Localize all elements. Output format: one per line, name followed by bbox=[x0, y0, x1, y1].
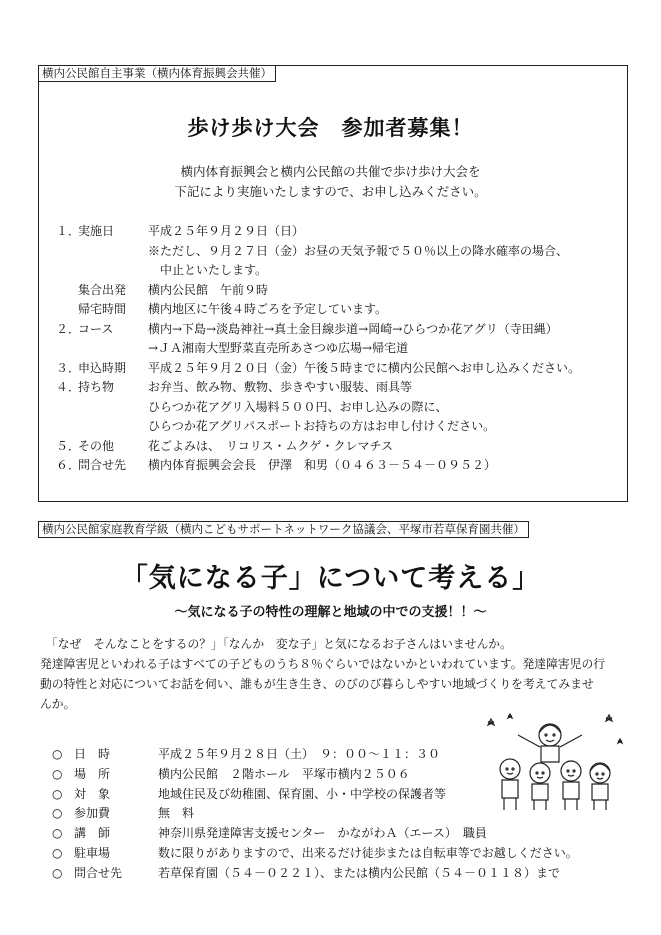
bullet-circle: ○ bbox=[52, 865, 63, 880]
detail-label: 持ち物 bbox=[78, 380, 115, 394]
section-tag-walking: 横内公民館自主事業（横内体育振興会共催） bbox=[38, 65, 276, 82]
education-intro-line: 「なぜ そんなことをするの？」「なんか 変な子」と気になるお子さんはいませんか。 bbox=[40, 637, 512, 651]
detail-value: 地域住民及び幼稚園、保育園、小・中学校の保護者等 bbox=[158, 786, 447, 801]
detail-label: 実施日 bbox=[78, 224, 115, 238]
bullet-circle: ○ bbox=[52, 747, 63, 761]
detail-label: 申込時期 bbox=[78, 360, 127, 375]
detail-value: 平成２５年９月２８日（土） ９：００～１１：３０ bbox=[158, 747, 441, 761]
detail-value: 数に限りがありますので、出来るだけ徒歩または自転車等でお越しください。 bbox=[158, 846, 578, 860]
children-illustration bbox=[478, 713, 628, 813]
detail-value: ※ただし、９月２７日（金）お昼の天気予報で５０％以上の降水確率の場合、 bbox=[148, 243, 569, 258]
detail-value: 横内体育振興会会長 伊澤 和男（０４６３－５４－０９５２） bbox=[148, 458, 497, 472]
detail-value: お弁当、飲み物、敷物、歩きやすい服装、雨具等 bbox=[148, 380, 413, 394]
education-title: 「気になる子」について考える」 bbox=[120, 563, 541, 594]
detail-label: その他 bbox=[78, 438, 115, 453]
detail-label: 講 師 bbox=[74, 826, 111, 841]
detail-value: 横内公民館 午前９時 bbox=[148, 282, 269, 297]
detail-label: 対 象 bbox=[74, 786, 111, 801]
detail-value: →ＪＡ湘南大型野菜直売所あさつゆ広場→帰宅道 bbox=[148, 341, 409, 355]
detail-number: ３． bbox=[56, 360, 81, 375]
detail-value: 無 料 bbox=[158, 806, 195, 821]
bullet-circle: ○ bbox=[52, 806, 63, 821]
education-intro-line: 動の特性と対応についてお話を伺い、誰もが生き生き、のびのび暮らしやすい地域づくりを考えてみませ bbox=[40, 677, 594, 691]
detail-value: 中止といたします。 bbox=[148, 263, 268, 277]
detail-value: 平成２５年９月２０日（金）午後５時までに横内公民館へお申し込みください。 bbox=[148, 360, 581, 375]
bullet-circle: ○ bbox=[52, 786, 63, 801]
detail-value: 若草保育園（５４－０２２１）、または横内公民館（５４－０１１８）まで bbox=[158, 865, 561, 880]
education-subtitle: ～気になる子の特性の理解と地域の中での支援！！～ bbox=[174, 605, 487, 620]
detail-label: 参加費 bbox=[74, 806, 111, 821]
detail-number: １． bbox=[56, 224, 81, 238]
bullet-circle: ○ bbox=[52, 846, 63, 860]
detail-number: ５． bbox=[56, 438, 81, 453]
detail-label: 駐車場 bbox=[74, 846, 111, 860]
education-intro bbox=[40, 634, 630, 714]
detail-value: 横内公民館 ２階ホール 平塚市横内２５０６ bbox=[158, 766, 410, 781]
detail-value: ひらつか花アグリパスポートお持ちの方はお申し付けください。 bbox=[148, 419, 496, 433]
detail-value: 神奈川県発達障害支援センター かながわＡ（エース） 職員 bbox=[158, 826, 487, 841]
walking-intro-line: 横内体育振興会と横内公民館の共催で歩け歩け大会を bbox=[180, 164, 481, 179]
walking-intro-line: 下記により実施いたしますので、お申し込みください。 bbox=[174, 184, 487, 199]
detail-label: 集合出発 bbox=[78, 282, 127, 297]
detail-label: コース bbox=[78, 321, 114, 336]
detail-label: 問合せ先 bbox=[74, 865, 123, 880]
detail-label: 場 所 bbox=[74, 766, 111, 781]
detail-value: 平成２５年９月２９日（日） bbox=[148, 224, 305, 238]
detail-value: ひらつか花アグリ入場料５００円、お申し込みの際に、 bbox=[148, 399, 448, 414]
detail-value: 横内地区に午後４時ごろを予定しています。 bbox=[148, 302, 388, 316]
detail-label: 日 時 bbox=[74, 747, 111, 761]
walking-intro bbox=[0, 162, 661, 202]
detail-value: 横内→下島→淡島神社→真土金目線歩道→岡崎→ひらつか花アグリ（寺田縄） bbox=[148, 321, 558, 336]
detail-label: 問合せ先 bbox=[78, 458, 127, 472]
detail-value: 花ごよみは、 リコリス・ムクゲ・クレマチス bbox=[148, 438, 394, 453]
detail-number: ２． bbox=[56, 321, 81, 336]
detail-number: ４． bbox=[56, 380, 81, 394]
detail-number: ６． bbox=[56, 458, 81, 472]
bullet-circle: ○ bbox=[52, 766, 63, 781]
detail-label: 帰宅時間 bbox=[78, 302, 127, 316]
education-intro-line: んか。 bbox=[40, 697, 76, 711]
section-tag-education: 横内公民館家庭教育学級（横内こどもサポートネットワーク協議会、平塚市若草保育園共催） bbox=[38, 521, 529, 538]
bullet-circle: ○ bbox=[52, 826, 63, 841]
education-intro-line: 発達障害児といわれる子はすべての子どものうち８％ぐらいではないかといわれています。発達障害児の行 bbox=[40, 657, 606, 671]
walking-event-title: 歩け歩け大会 参加者募集！ bbox=[187, 116, 474, 140]
